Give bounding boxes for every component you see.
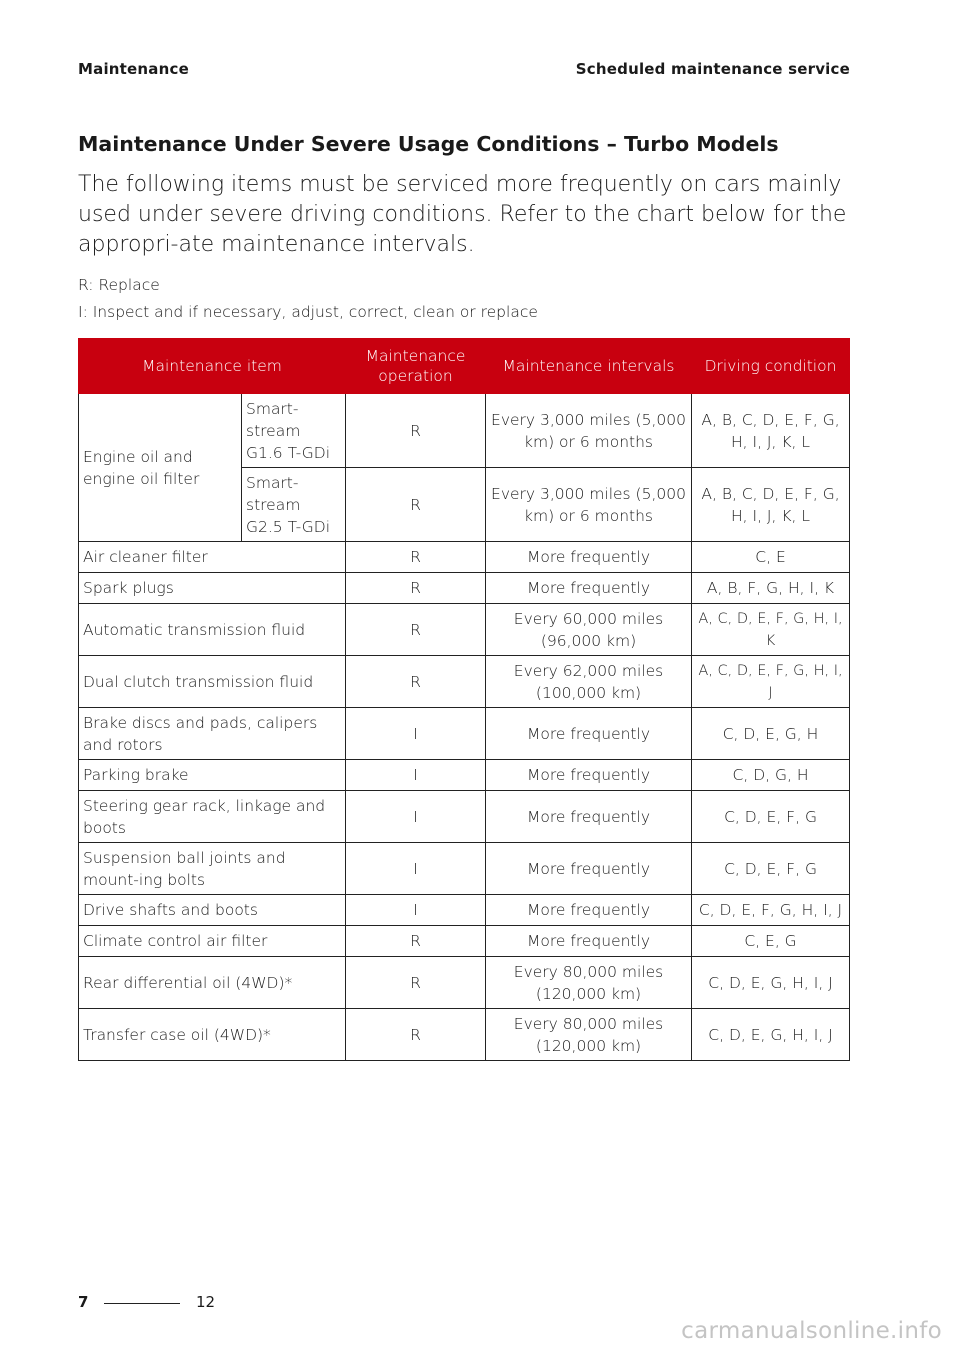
interval-cell: More frequently: [486, 843, 692, 895]
header-maintenance-intervals: Maintenance intervals: [486, 339, 692, 394]
operation-cell: I: [346, 760, 486, 791]
item-cell: Brake discs and pads, calipers and rotors: [79, 708, 346, 760]
table-row: [79, 1009, 850, 1061]
maintenance-table: [78, 338, 850, 1061]
page-number: 12: [196, 1293, 216, 1311]
chapter-number: 7: [78, 1293, 89, 1311]
interval-cell: More frequently: [486, 573, 692, 604]
table-row: [79, 957, 850, 1009]
interval-cell: Every 3,000 miles (5,000 km) or 6 months: [486, 394, 692, 468]
operation-cell: R: [346, 957, 486, 1009]
table-row: [79, 895, 850, 926]
legend-replace: R: Replace: [78, 276, 160, 294]
condition-cell: C, D, G, H: [692, 760, 850, 791]
item-cell: Steering gear rack, linkage and boots: [79, 791, 346, 843]
item-cell: Climate control air filter: [79, 926, 346, 957]
table-row: [79, 843, 850, 895]
interval-cell: More frequently: [486, 926, 692, 957]
item-cell: Rear differential oil (4WD)*: [79, 957, 346, 1009]
operation-cell: R: [346, 1009, 486, 1061]
item-cell: Dual clutch transmission fluid: [79, 656, 346, 708]
condition-cell: C, D, E, F, G: [692, 843, 850, 895]
condition-cell: C, D, E, G, H, I, J: [692, 957, 850, 1009]
item-cell: Drive shafts and boots: [79, 895, 346, 926]
header-driving-condition: Driving condition: [692, 339, 850, 394]
running-header-topic: Scheduled maintenance service: [575, 60, 850, 78]
condition-cell: C, D, E, G, H, I, J: [692, 1009, 850, 1061]
item-cell: Air cleaner filter: [79, 542, 346, 573]
table-row: [79, 926, 850, 957]
operation-cell: R: [346, 656, 486, 708]
operation-cell: R: [346, 542, 486, 573]
engine-variant: Smart-stream G1.6 T-GDi: [242, 394, 346, 468]
interval-cell: More frequently: [486, 895, 692, 926]
condition-cell: A, B, C, D, E, F, G, H, I, J, K, L: [692, 468, 850, 542]
condition-cell: C, D, E, G, H: [692, 708, 850, 760]
interval-cell: Every 80,000 miles (120,000 km): [486, 1009, 692, 1061]
interval-cell: More frequently: [486, 791, 692, 843]
table-row: [79, 656, 850, 708]
condition-cell: C, E: [692, 542, 850, 573]
operation-cell: I: [346, 708, 486, 760]
item-cell: Suspension ball joints and mount-ing bolts: [79, 843, 346, 895]
operation-cell: R: [346, 573, 486, 604]
table-row: [79, 542, 850, 573]
intro-paragraph: The following items must be serviced more frequently on cars mainly used under severe driving conditions. Refer to the chart below for the appropri-ate maintenance intervals.: [78, 172, 847, 257]
operation-cell: I: [346, 895, 486, 926]
condition-cell: A, B, F, G, H, I, K: [692, 573, 850, 604]
table-row: [79, 573, 850, 604]
footer-divider: [104, 1303, 180, 1304]
operation-cell: R: [346, 394, 486, 468]
table-header-row: [79, 339, 850, 394]
condition-cell: A, B, C, D, E, F, G, H, I, J, K, L: [692, 394, 850, 468]
interval-cell: Every 80,000 miles (120,000 km): [486, 957, 692, 1009]
interval-cell: Every 3,000 miles (5,000 km) or 6 months: [486, 468, 692, 542]
item-cell: Spark plugs: [79, 573, 346, 604]
section-title: Maintenance Under Severe Usage Conditions – Turbo Models: [78, 132, 779, 156]
table-row: [79, 760, 850, 791]
header-maintenance-operation: Maintenance operation: [346, 339, 486, 394]
condition-cell: C, D, E, F, G: [692, 791, 850, 843]
table-row: [79, 708, 850, 760]
engine-oil-item: Engine oil and engine oil filter: [79, 394, 242, 542]
engine-variant: Smart-stream G2.5 T-GDi: [242, 468, 346, 542]
header-maintenance-item: Maintenance item: [79, 339, 346, 394]
operation-cell: I: [346, 791, 486, 843]
interval-cell: More frequently: [486, 760, 692, 791]
condition-cell: A, C, D, E, F, G, H, I, K: [692, 604, 850, 656]
operation-cell: R: [346, 926, 486, 957]
table-row: [79, 394, 850, 468]
table-row: [79, 604, 850, 656]
operation-cell: I: [346, 843, 486, 895]
operation-cell: R: [346, 468, 486, 542]
interval-cell: Every 60,000 miles (96,000 km): [486, 604, 692, 656]
condition-cell: A, C, D, E, F, G, H, I, J: [692, 656, 850, 708]
interval-cell: Every 62,000 miles (100,000 km): [486, 656, 692, 708]
running-header-section: Maintenance: [78, 60, 189, 78]
operation-cell: R: [346, 604, 486, 656]
condition-cell: C, D, E, F, G, H, I, J: [692, 895, 850, 926]
interval-cell: More frequently: [486, 708, 692, 760]
item-cell: Transfer case oil (4WD)*: [79, 1009, 346, 1061]
condition-cell: C, E, G: [692, 926, 850, 957]
item-cell: Automatic transmission fluid: [79, 604, 346, 656]
legend-inspect: I: Inspect and if necessary, adjust, correct, clean or replace: [78, 303, 538, 321]
item-cell: Parking brake: [79, 760, 346, 791]
interval-cell: More frequently: [486, 542, 692, 573]
table-row: [79, 791, 850, 843]
watermark: carmanualsonline.info: [681, 1318, 942, 1344]
